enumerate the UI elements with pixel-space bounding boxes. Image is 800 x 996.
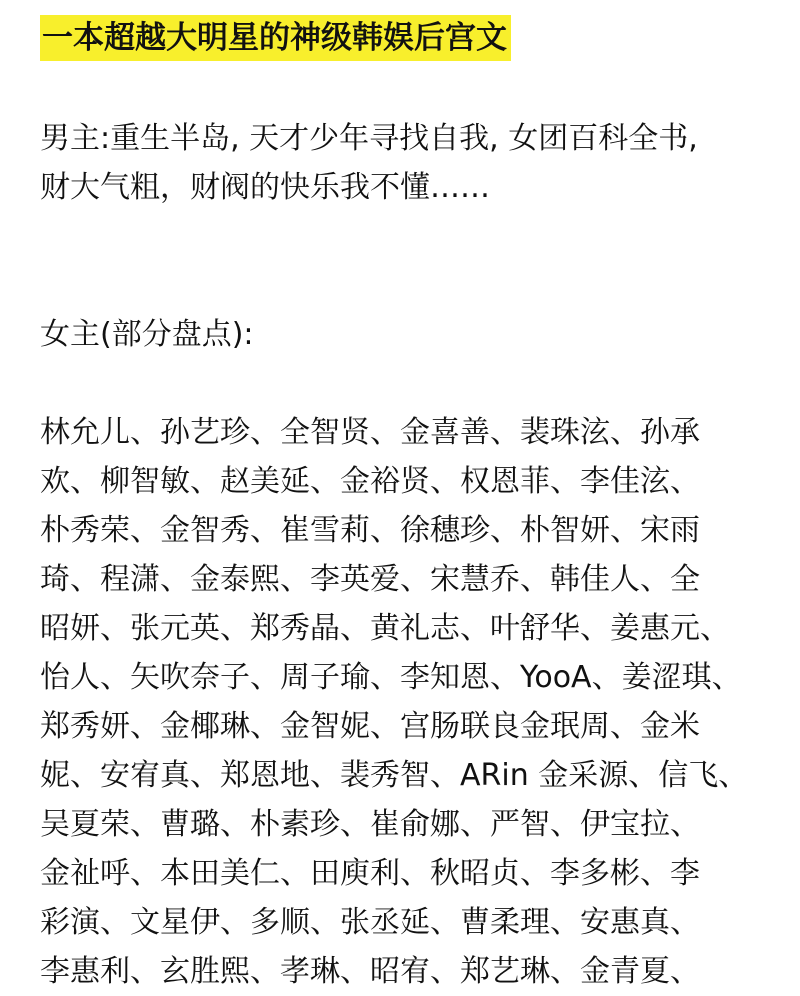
female-leads-list: 林允儿、孙艺珍、全智贤、金喜善、裴珠泫、孙承 欢、柳智敏、赵美延、金裕贤、权恩菲、李佳泫、 朴秀荣、金智秀、崔雪莉、徐穗珍、朴智妍、宋雨 琦、程潇、金泰熙、李英爱、宋慧乔、韩佳人、全 昭妍、张元英、郑秀晶、黄礼志、叶舒华、姜惠元、 怡人、矢吹奈子、周子瑜、李知恩、YooA、姜涩琪、 郑秀妍、金椰琳、金智妮、宫肠联良金珉周、金米 妮、安宥真、郑恩地、裴秀智、ARin 金采源、信飞、 吴夏荣、曹璐、朴素珍、崔俞娜、严智、伊宝拉、 金祉呼、本田美仁、田庾利、秋昭贞、李多彬、李 彩演、文星伊、多顺、张丞延、曹柔理、安惠真、 李惠利、玄胜熙、孝琳、昭宥、郑艺琳、金青夏、 (40, 415, 749, 989)
male-lead-paragraph: 男主:重生半岛, 天才少年寻找自我, 女团百科全书, 财大气粗，财阀的快乐我不懂…… (40, 121, 698, 205)
female-leads-label: 女主(部分盘点): (40, 317, 254, 352)
title-row (40, 15, 511, 61)
document-title: 一本超越大明星的神级韩娱后宫文 (40, 15, 511, 61)
